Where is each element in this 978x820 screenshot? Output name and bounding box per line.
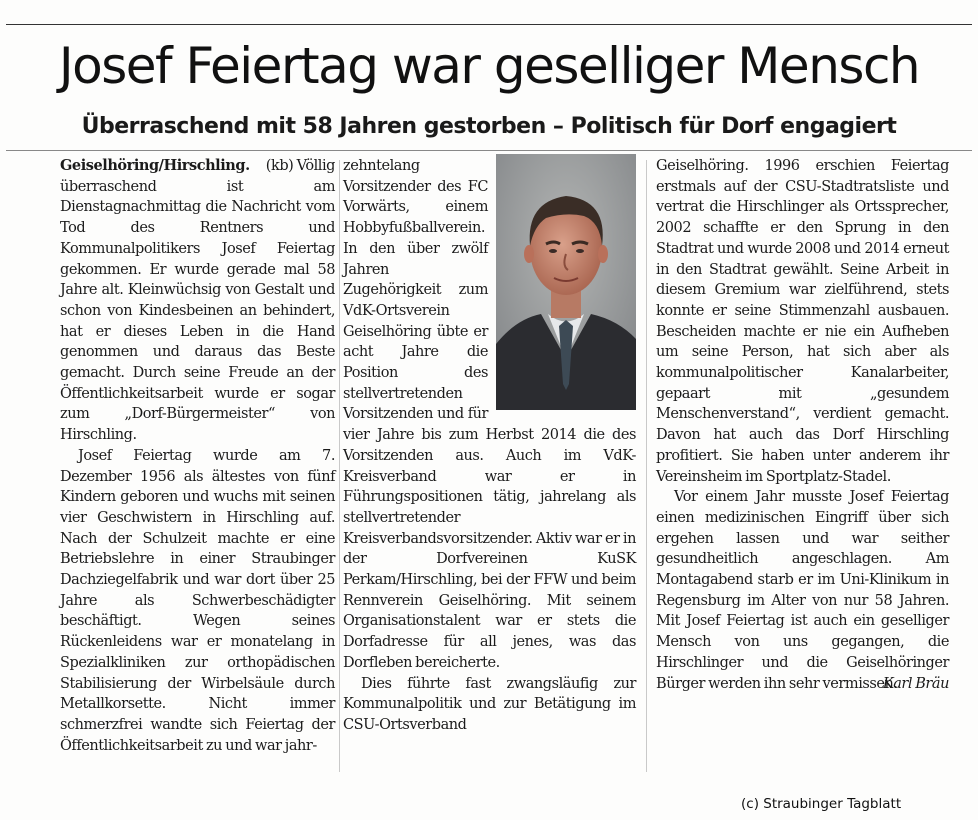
top-rule (6, 24, 972, 25)
article-column-1 (60, 156, 335, 756)
headline: Josef Feiertag war geselliger Mensch (58, 37, 920, 95)
dateline: Geiselhöring/Hirschling. (60, 157, 250, 174)
column-divider (339, 160, 340, 772)
article-column-3 (656, 156, 949, 694)
article-column-2 (343, 156, 636, 736)
paragraph: Josef Feiertag wurde am 7. Dezember 1956 als ältestes von fünf Kindern geboren und wuchs mit seinen vier Geschwistern in Hirschling auf. Nach der Schulzeit machte er eine Betriebslehre in einer Straubinger Dachziegelfabrik und war dort über 25 Jahre als Schwerbeschädigter beschäftigt. Wegen seines Rückenleidens war er monatelang in Spezialkliniken zur orthopädischen Stabilisierung der Wirbelsäule durch Metallkorsette. Nicht immer schmerzfrei wandte sich Feiertag der Öffentlichkeitsarbeit zu und war jahr- (60, 447, 335, 754)
paragraph (60, 156, 335, 446)
copyright-credit: (c) Straubinger Tagblatt (741, 796, 902, 812)
author-initials: (kb) (265, 158, 294, 174)
portrait-icon (496, 154, 636, 410)
paragraph: Geiselhöring. 1996 erschien Feiertag erstmals auf der CSU-Stadtratsliste und vertrat die Hirschlinger als Ortssprecher, 2002 schaffte er den Sprung in den Stadtrat und wurde 2008 und 2014 erneut in den Stadtrat gewählt. Seine Arbeit in diesem Gremium war zielführend, stets konnte er seine Stimmenzahl ausbauen. Bescheiden machte er nie ein Aufheben um seine Person, hat sich aber als kommunalpolitischer Kanalarbeiter, gepaart mit „gesundem Menschenverstand“, verdient gemacht. Davon hat auch das Dorf Hirschling profitiert. Sie haben unter anderem ihr Vereinsheim im Sportplatz-Stadel. (656, 158, 949, 485)
portrait-photo (496, 154, 636, 410)
subheadline: Überraschend mit 58 Jahren gestorben – Politisch für Dorf engagiert (81, 114, 897, 139)
paragraph: Vor einem Jahr musste Josef Feiertag einen medizinischen Eingriff über sich ergehen lassen und war seither gesundheitlich angeschlagen. Am Montagabend starb er im Uni-Klinikum in Regensburg im Alter von nur 58 Jahren. Mit Josef Feiertag ist auch ein geselliger Mensch von uns gegangen, die Hirschlinger und die Geiselhöringer Bürger werden ihn sehr vermissen. (656, 489, 949, 692)
subhead-rule (6, 150, 972, 151)
column-divider (646, 160, 647, 772)
paragraph: zehntelang Vorsitzender des FC Vorwärts, einem Hobbyfußballverein. In den über zwölf Jahren Zugehörigkeit zum VdK-Ortsverein Geiselhöring übte er acht Jahre die Position des stellvertretenden Vorsitzenden und für vier Jahre bis zum Herbst 2014 die des Vorsitzenden aus. Auch im VdK-Kreisverband war er in Führungspositionen tätig, jahrelang als stellvertretender Kreisverbandsvorsitzender. Aktiv war er in der Dorfvereinen KuSK Perkam/Hirschling, bei der FFW und beim Rennverein Geiselhöring. Mit seinem Organisationstalent war er stets die Dorfadresse für all jenes, was das Dorfleben bereicherte. (343, 158, 636, 671)
author-byline: Karl Bräu (882, 675, 949, 692)
paragraph-text: Völlig überraschend ist am Dienstagnachmittag die Nachricht vom Tod des Rentners und Kommunalpolitikers Josef Feiertag gekommen. Er wurde gerade mal 58 Jahre alt. Kleinwüchsig von Gestalt und schon von Kindesbeinen an behindert, hat er dieses Leben in die Hand genommen und daraus das Beste gemacht. Durch seine Freude an der Öffentlichkeitsarbeit wurde er sogar zum „Dorf-Bürgermeister“ von Hirschling. (60, 158, 335, 444)
paragraph: Dies führte fast zwangsläufig zur Kommunalpolitik und zur Betätigung im CSU-Ortsverband (343, 675, 636, 733)
